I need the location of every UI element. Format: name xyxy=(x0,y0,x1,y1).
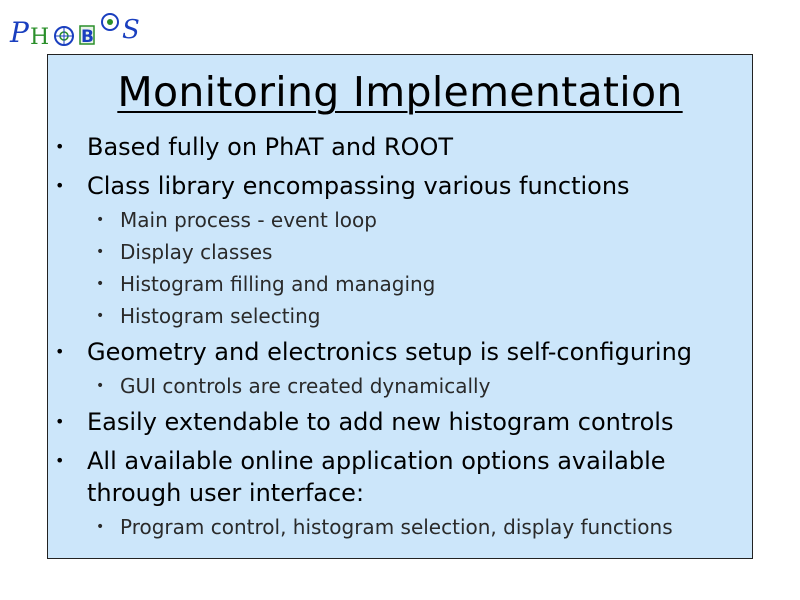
bullet-dot-icon: • xyxy=(55,176,65,195)
sub-bullet-item xyxy=(96,238,272,266)
svg-text:P: P xyxy=(10,16,29,49)
bullet-text: Geometry and electronics setup is self-configuring xyxy=(87,338,693,366)
sub-bullet-item xyxy=(96,270,435,298)
bullet-item xyxy=(55,170,630,202)
sub-bullet-item xyxy=(96,513,673,541)
bullet-item xyxy=(55,131,453,163)
bullet-dot-icon: • xyxy=(96,378,105,394)
sub-bullet-item xyxy=(96,302,320,330)
bullet-item xyxy=(55,336,692,368)
bullet-text: Class library encompassing various functions xyxy=(87,172,630,200)
svg-text:H: H xyxy=(30,25,50,50)
sub-bullet-text: Main process - event loop xyxy=(120,208,377,232)
bullet-text: All available online application options available xyxy=(87,447,666,475)
bullet-text: Based fully on PhAT and ROOT xyxy=(87,133,454,161)
bullet-text: Easily extendable to add new histogram controls xyxy=(87,408,674,436)
bullet-dot-icon: • xyxy=(96,519,105,535)
sub-bullet-text: Program control, histogram selection, display functions xyxy=(120,515,673,539)
bullet-dot-icon: • xyxy=(96,244,105,260)
phobos-logo xyxy=(8,8,158,50)
bullet-item xyxy=(55,406,673,438)
bullet-dot-icon: • xyxy=(55,137,65,156)
bullet-dot-icon: • xyxy=(55,342,65,361)
svg-text:S: S xyxy=(122,15,140,45)
sub-bullet-text: Display classes xyxy=(120,240,273,264)
bullet-dot-icon: • xyxy=(55,412,65,431)
bullet-dot-icon: • xyxy=(96,212,105,228)
sub-bullet-text: GUI controls are created dynamically xyxy=(120,374,491,398)
sub-bullet-item xyxy=(96,206,377,234)
sub-bullet-item xyxy=(96,372,490,400)
sub-bullet-text: Histogram selecting xyxy=(120,304,321,328)
bullet-continuation-text: through user interface: xyxy=(87,479,365,507)
bullet-dot-icon: • xyxy=(96,276,105,292)
bullet-dot-icon: • xyxy=(96,308,105,324)
bullet-item xyxy=(55,445,666,477)
sub-bullet-text: Histogram filling and managing xyxy=(120,272,436,296)
slide-title: Monitoring Implementation xyxy=(117,68,683,116)
svg-text:B: B xyxy=(81,27,94,47)
bullet-dot-icon: • xyxy=(55,451,65,470)
